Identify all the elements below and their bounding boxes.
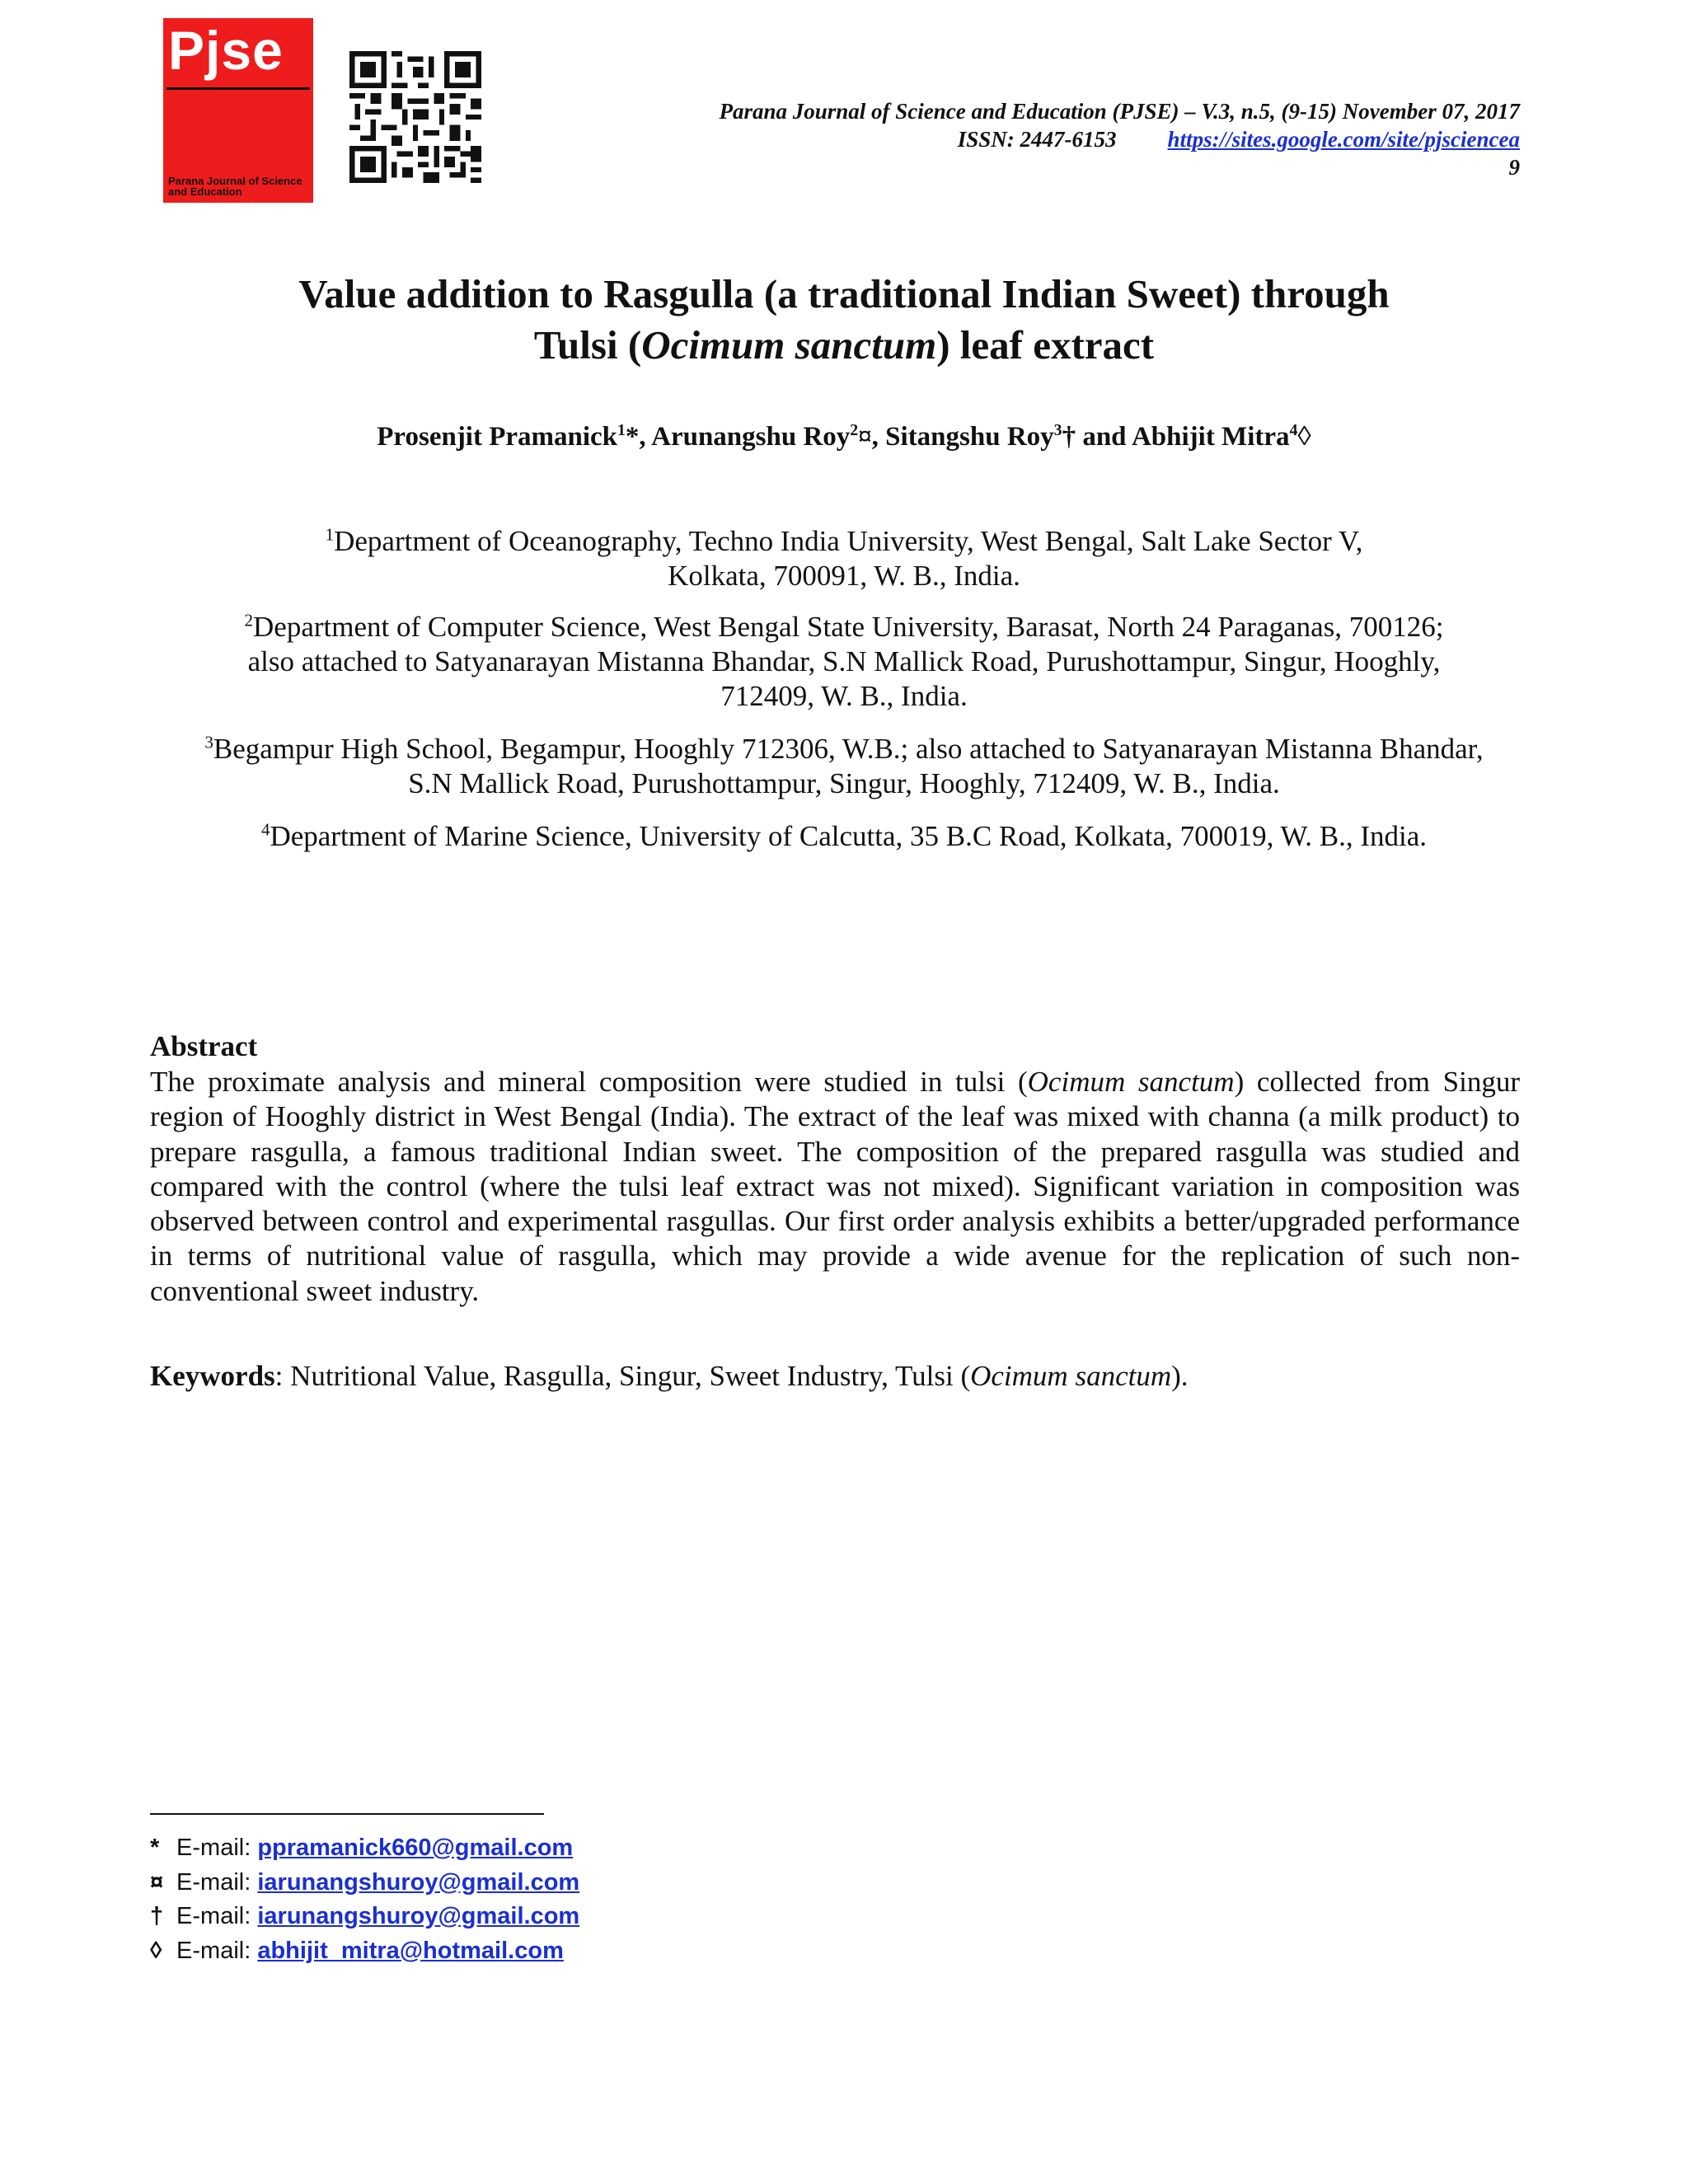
author-name: Arunangshu Roy	[651, 422, 851, 452]
journal-header	[719, 97, 1520, 181]
email-link[interactable]: iarunangshuroy@gmail.com	[257, 1903, 580, 1929]
abstract-text: The proximate analysis and mineral composition were studied in tulsi (Ocimum sanctum) collected from Singur region of Hooghly district in West Bengal (India). The extract of the leaf was mixed with channa (a milk product) to prepare rasgulla, a famous traditional Indian sweet. The composition of the prepared rasgulla was studied and compared with the control (where the tulsi leaf extract was not mixed). Significant variation in composition was observed between control and experimental rasgullas. Our first order analysis exhibits a better/upgraded performance in terms of nutritional value of rasgulla, which may provide a wide avenue for the replication of such non-conventional sweet industry.	[150, 1066, 1520, 1307]
logo-rule	[166, 87, 310, 90]
affiliation-2: $^2$Department of Computer Science, West Bengal State University, Barasat, North 24 Paraganas, 700126; also attached to Satyanarayan Mistanna Bhandar, S.N Mallick Road, Purushottampur, Singur, Hooghly, 712409, W. B., India.	[244, 610, 1444, 712]
affiliation-1: $^1$Department of Oceanography, Techno India University, West Bengal, Salt Lake Sector V, Kolkata, 700091, W. B., India.	[325, 524, 1363, 592]
footnote-item: † E-mail: iarunangshuroy@gmail.com	[150, 1903, 580, 1929]
email-link[interactable]: iarunangshuroy@gmail.com	[257, 1868, 580, 1896]
paper-title	[124, 269, 1564, 371]
author-name: Abhijit Mitra	[1131, 422, 1290, 452]
author-affiliation-sup: 3	[1053, 421, 1062, 439]
author-affiliation-sup: 1	[617, 421, 626, 439]
issn: ISSN: 2447-6153	[957, 127, 1117, 152]
title-line-1: Value addition to Rasgulla (a traditional Indian Sweet) through	[298, 271, 1390, 316]
issn-line	[719, 125, 1520, 153]
logo-subtitle: Parana Journal of Science and Education	[168, 174, 302, 199]
footnote-item: * E-mail: ppramanick660@gmail.com	[150, 1835, 574, 1861]
keywords: Keywords: Nutritional Value, Rasgulla, Singur, Sweet Industry, Tulsi (Ocimum sanctum).	[150, 1360, 1189, 1392]
title-line-2: Tulsi (Ocimum sanctum) leaf extract	[533, 322, 1155, 368]
journal-logo	[163, 18, 313, 203]
journal-link[interactable]: https://sites.google.com/site/pjsciencea	[1167, 127, 1520, 152]
footnotes	[150, 1831, 579, 1968]
affiliation-3: $^3$Begampur High School, Begampur, Hooghly 712306, W.B.; also attached to Satyanarayan Mistanna Bhandar, S.N Mallick Road, Purushottampur, Singur, Hooghly, 712409, W. B., India.	[204, 732, 1484, 799]
qr-code-icon	[349, 51, 481, 183]
affiliation-4: $^4$Department of Marine Science, University of Calcutta, 35 B.C Road, Kolkata, 700019, W. B., India.	[260, 819, 1428, 852]
page-number: 9	[1508, 155, 1520, 180]
keywords-label: Keywords	[150, 1360, 275, 1392]
author-name: Sitangshu Roy	[885, 422, 1054, 452]
author-list: Prosenjit Pramanick$^1$*, Arunangshu Roy$^2$¤, Sitangshu Roy$^3$† and Abhijit Mitra$^4$◊	[377, 421, 1311, 452]
author-mark: ◊	[1297, 422, 1311, 452]
abstract-heading: Abstract	[150, 1030, 258, 1062]
journal-citation: Parana Journal of Science and Education (PJSE) – V.3, n.5, (9-15) November 07, 2017	[719, 99, 1520, 124]
footnote-item: ¤ E-mail: iarunangshuroy@gmail.com	[150, 1868, 580, 1896]
author-name: Prosenjit Pramanick	[377, 422, 618, 452]
author-mark: *	[625, 422, 640, 452]
author-mark: ¤	[858, 422, 872, 452]
footnote-divider	[150, 1813, 544, 1815]
author-mark: †	[1062, 422, 1076, 452]
author-affiliation-sup: 4	[1289, 421, 1298, 439]
author-affiliation-sup: 2	[850, 421, 859, 439]
footnote-item: ◊ E-mail: abhijit_mitra@hotmail.com	[150, 1937, 564, 1964]
logo-title: Pjse	[168, 20, 284, 81]
email-link[interactable]: abhijit_mitra@hotmail.com	[257, 1937, 564, 1964]
email-link[interactable]: ppramanick660@gmail.com	[257, 1835, 574, 1861]
